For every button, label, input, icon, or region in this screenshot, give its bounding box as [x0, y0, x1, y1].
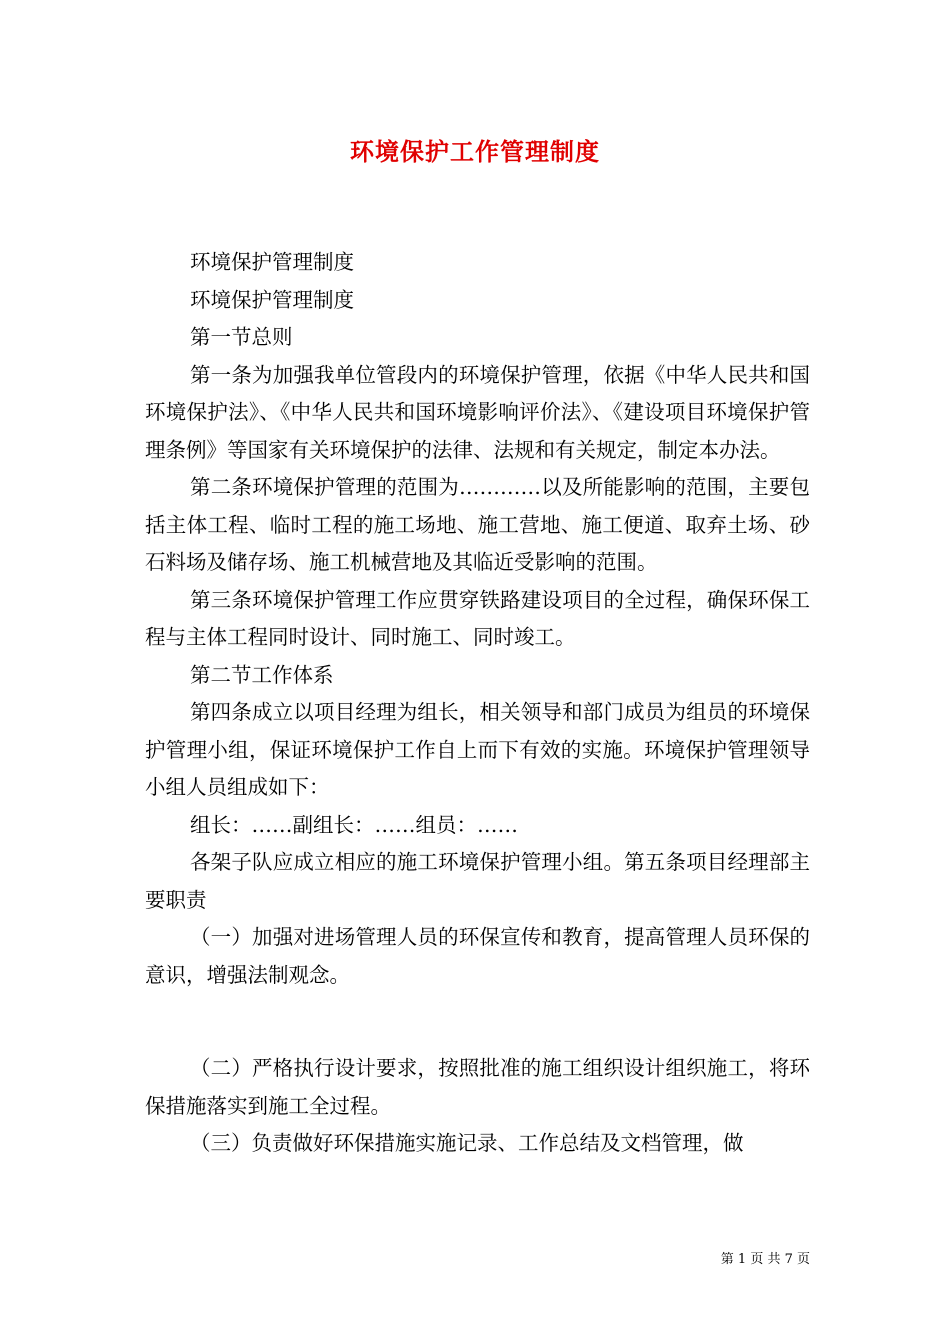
article-1: 第一条为加强我单位管段内的环境保护管理，依据《中华人民共和国环境保护法》、《中华人民共和国环境影响评价法》、《建设项目环境保护管理条例》等国家有关环境保护的法律、法规和有关规定，制定本办法。: [145, 362, 810, 462]
article-3: 第三条环境保护管理工作应贯穿铁路建设项目的全过程，确保环保工程与主体工程同时设计、同时施工、同时竣工。: [145, 587, 810, 649]
document-body: [145, 244, 810, 1163]
paragraph-heading-2: 环境保护管理制度: [190, 287, 354, 312]
paragraph-gap: [145, 994, 810, 1050]
duty-2: （二）严格执行设计要求，按照批准的施工组织设计组织施工，将环保措施落实到施工全过程。: [145, 1056, 810, 1118]
article-2: 第二条环境保护管理的范围为…………以及所能影响的范围，主要包括主体工程、临时工程的施工场地、施工营地、施工便道、取弃土场、砂石料场及储存场、施工机械营地及其临近受影响的范围。: [145, 475, 810, 574]
paragraph-heading-1: 环境保护管理制度: [190, 250, 354, 274]
duty-3: （三）负责做好环保措施实施记录、工作总结及文档管理，做: [190, 1131, 744, 1155]
section-heading-work-system: 第二节工作体系: [190, 662, 334, 687]
document-title: 环境保护工作管理制度: [350, 137, 600, 166]
section-heading-general: 第一节总则: [190, 325, 293, 349]
page-footer: 第 1 页 共 7 页: [720, 1252, 810, 1267]
team-members: 组长：……副组长：……组员：……: [190, 812, 518, 837]
duty-1: （一）加强对进场管理人员的环保宣传和教育，提高管理人员环保的意识，增强法制观念。: [145, 925, 810, 987]
article-5-intro: 各架子队应成立相应的施工环境保护管理小组。第五条项目经理部主要职责: [145, 850, 810, 912]
article-4: 第四条成立以项目经理为组长，相关领导和部门成员为组员的环境保护管理小组，保证环境保护工作自上而下有效的实施。环境保护管理领导小组人员组成如下：: [145, 700, 810, 799]
